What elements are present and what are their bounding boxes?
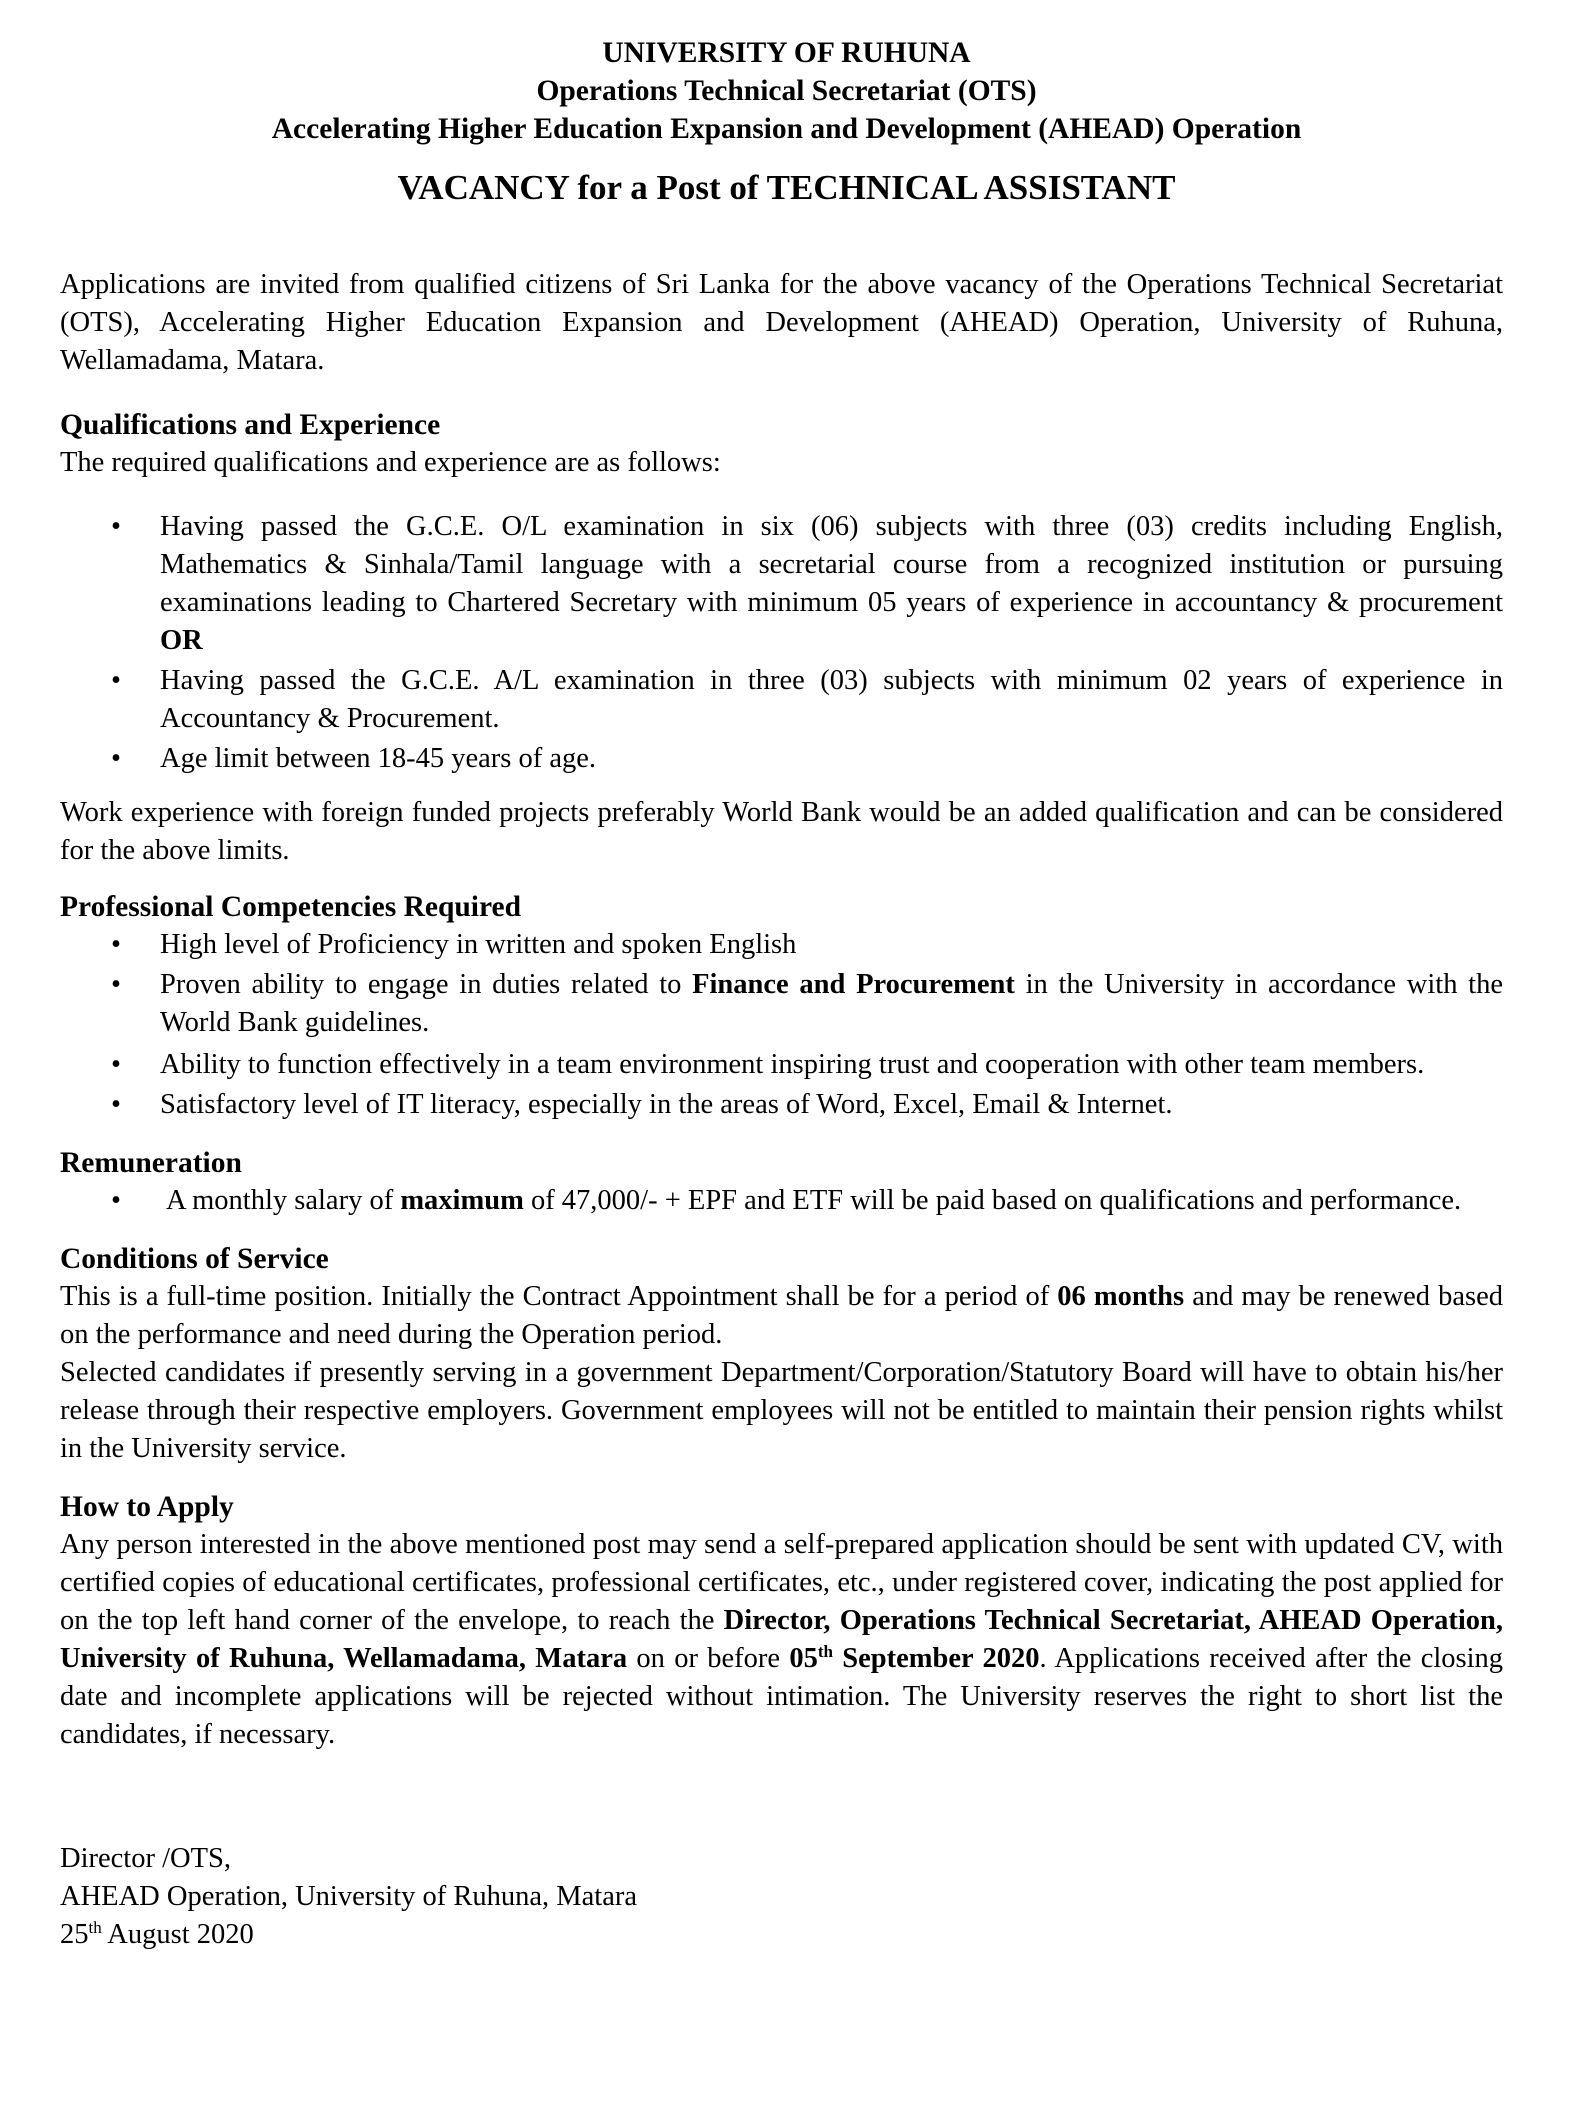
intro-paragraph: Applications are invited from qualified citizens of Sri Lanka for the above vacancy of the Operations Technical Secretariat (OTS), Accelerating Higher Education Expansion and Development (AHEAD) Operation, University of Ruhuna, Wellamadama, Matara. bbox=[60, 269, 1503, 376]
competency-bold: Finance and Procurement bbox=[692, 969, 1015, 1000]
competency-text-post: in the University in accordance with the World Bank guidelines. bbox=[160, 969, 1504, 1038]
conditions-section bbox=[60, 1240, 1503, 1468]
remuneration-list bbox=[60, 1182, 1503, 1220]
conditions-text-pre: This is a full-time position. Initially the Contract Appointment shall be for a period of bbox=[60, 1281, 1050, 1312]
competencies-heading: Professional Competencies Required bbox=[60, 891, 522, 923]
signature-date-suffix: th bbox=[88, 1918, 102, 1937]
competencies-section bbox=[60, 888, 1503, 1124]
signatory-title: Director /OTS, bbox=[60, 1843, 231, 1874]
how-to-apply-heading: How to Apply bbox=[60, 1491, 234, 1523]
list-item: • Having passed the G.C.E. A/L examination in three (03) subjects with minimum 02 years of experience in Accountancy & Procurement. bbox=[60, 662, 1503, 738]
document-header bbox=[70, 34, 1503, 148]
qualifications-heading: Qualifications and Experience bbox=[60, 409, 441, 441]
signature-date-day: 25 bbox=[60, 1919, 89, 1950]
apply-text-pre: Any person interested in the above mentioned post may send a self-prepared application should be sent with updated CV, with certified copies of educational certificates, professional certificates, etc., under registered cover, indicating the post applied for on the top left hand corner of the envelope, to reach the bbox=[60, 1529, 1503, 1636]
competency-text-pre: Proven ability to engage in duties related to bbox=[160, 969, 682, 1000]
competencies-list bbox=[60, 926, 1503, 1124]
conditions-heading: Conditions of Service bbox=[60, 1243, 329, 1275]
list-item: • Ability to function effectively in a team environment inspiring trust and cooperation with other team members. bbox=[60, 1046, 1503, 1084]
closing-date-suffix: th bbox=[817, 1642, 833, 1661]
apply-text-post: . Applications received after the closing date and incomplete applications will be rejected without intimation. The University reserves the right to short list the candidates, if necessary. bbox=[60, 1643, 1504, 1750]
list-item bbox=[60, 966, 1503, 1042]
qualification-text: Having passed the G.C.E. O/L examination in six (06) subjects with three (03) credits including English, Mathematics & Sinhala/Tamil language with a secretarial course from a recognized institution or pursuing examinations leading to Chartered Secretary with minimum 05 years of experience in accountancy & procurement bbox=[160, 511, 1503, 618]
conditions-paragraph bbox=[60, 1278, 1503, 1354]
closing-date-day: 05 bbox=[789, 1643, 818, 1674]
how-to-apply-paragraph bbox=[60, 1526, 1503, 1754]
list-item: • Age limit between 18-45 years of age. bbox=[60, 740, 1503, 778]
signature-date bbox=[60, 1916, 1503, 1954]
mailing-address: Director, Operations Technical Secretariat, AHEAD Operation, University of Ruhuna, Wellamadama, Matara bbox=[60, 1605, 1504, 1674]
operation-name: Accelerating Higher Education Expansion and Development (AHEAD) Operation bbox=[271, 113, 1302, 145]
qualifications-lead: The required qualifications and experience are as follows: bbox=[60, 447, 721, 478]
list-item bbox=[60, 508, 1503, 660]
list-item: • Satisfactory level of IT literacy, especially in the areas of Word, Excel, Email & Internet. bbox=[60, 1086, 1503, 1124]
release-paragraph: Selected candidates if presently serving in a government Department/Corporation/Statutory Board will have to obtain his/her release through their respective employers. Government employees will not be entitled to maintain their pension rights whilst in the University service. bbox=[60, 1357, 1503, 1464]
list-item bbox=[60, 1182, 1503, 1220]
how-to-apply-section bbox=[60, 1488, 1503, 1754]
signature-date-month-year: August 2020 bbox=[107, 1919, 254, 1950]
qualifications-list bbox=[60, 508, 1503, 778]
salary-text-pre: A monthly salary of bbox=[166, 1185, 394, 1216]
signature-block bbox=[60, 1840, 1503, 1954]
conditions-text-post: and may be renewed based on the performance and need during the Operation period. bbox=[60, 1281, 1504, 1350]
salary-bold: maximum bbox=[400, 1185, 524, 1216]
remuneration-heading: Remuneration bbox=[60, 1147, 242, 1179]
remuneration-section bbox=[60, 1144, 1503, 1220]
work-experience-note: Work experience with foreign funded projects preferably World Bank would be an added qualification and can be considered for the above limits. bbox=[60, 797, 1503, 866]
secretariat-name: Operations Technical Secretariat (OTS) bbox=[536, 75, 1037, 107]
signatory-office: AHEAD Operation, University of Ruhuna, Matara bbox=[60, 1881, 637, 1912]
vacancy-title: VACANCY for a Post of TECHNICAL ASSISTANT bbox=[397, 168, 1176, 207]
qualifications-section bbox=[60, 406, 1503, 870]
salary-text-post: of 47,000/- + EPF and ETF will be paid based on qualifications and performance. bbox=[530, 1185, 1462, 1216]
contract-period: 06 months bbox=[1057, 1281, 1185, 1312]
closing-date-month-year: September 2020 bbox=[842, 1643, 1040, 1674]
apply-text-mid: on or before bbox=[636, 1643, 781, 1674]
list-item: • High level of Proficiency in written and spoken English bbox=[60, 926, 1503, 964]
university-name: UNIVERSITY OF RUHUNA bbox=[602, 37, 971, 69]
qualification-or: OR bbox=[160, 625, 203, 656]
closing-date bbox=[789, 1643, 1039, 1674]
